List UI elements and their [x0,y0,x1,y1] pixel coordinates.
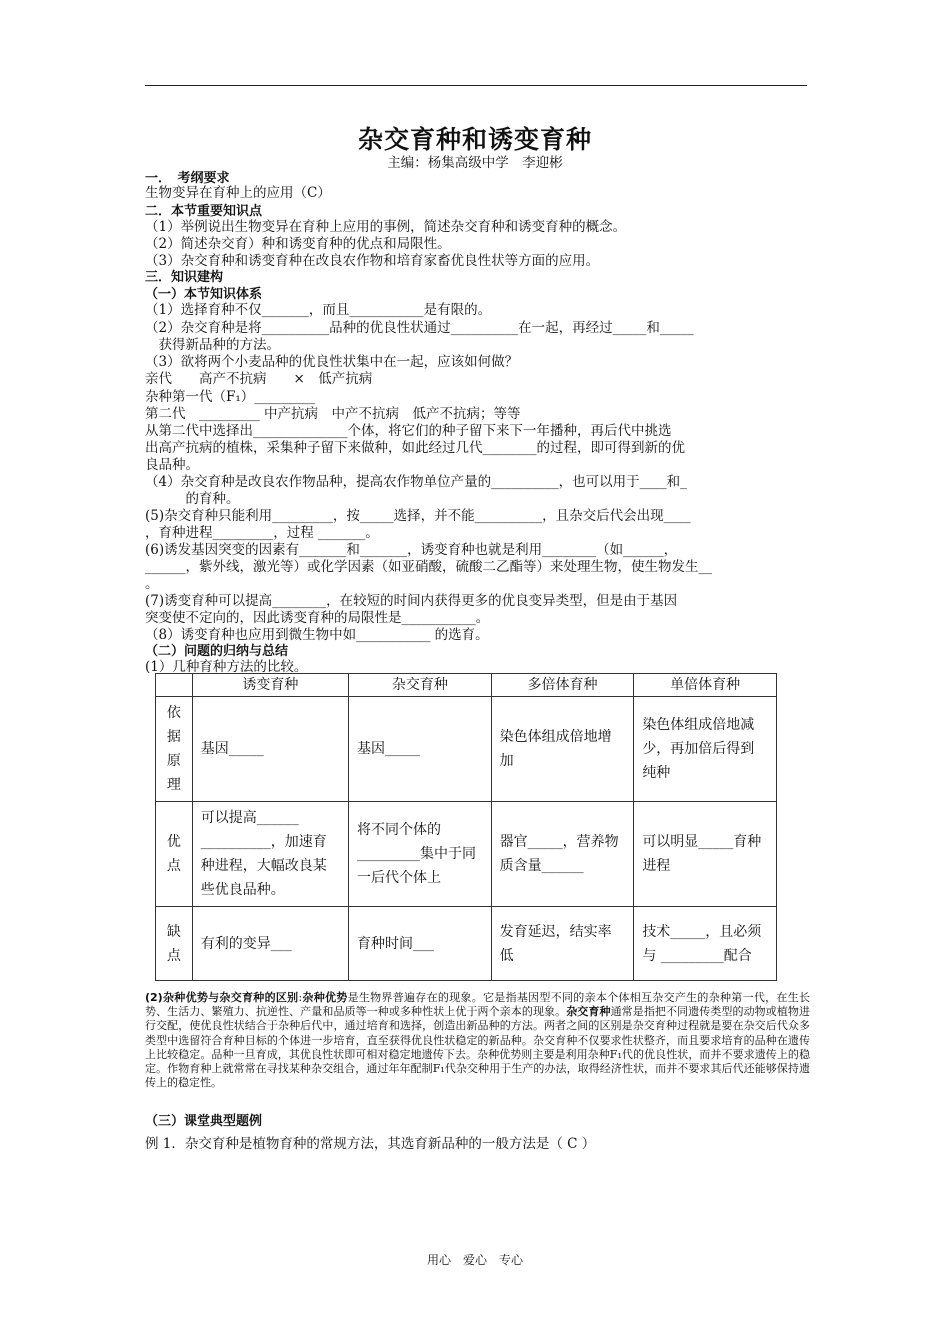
section3-subheading-2: （二）问题的归纳与总结 [145,644,289,659]
section3-heading: 三．知识建构 [145,270,224,285]
section2-point-2: （2）简述杂交育）种和诱变育种的优点和局限性。 [145,236,451,252]
table-cell: 器官_____，营养物质含量______ [491,802,634,907]
knowledge-item-3: （3）欲将两个小麦品种的优良性状集中在一起，应该如何做？ [145,354,519,370]
heterosis-paragraph: (2)杂种优势与杂交育种的区别:杂种优势是生物界普遍存在的现象。它是指基因型不同的亲本个体相互杂交产生的杂种第一代，在生长势、生活力、繁殖力、抗逆性、产量和品质等一种或多种性状上优于两个亲本的现象。杂交育种通常是指把不同遗传类型的动物或植物进行交配，使优良性状结合于杂种后代中，通过培育和选择，创造出新品种的方法。两者之间的区别是杂交育种过程就是要在杂交后代众多类型中选留符合育种目标的个体进一步培育，直至获得优良性状稳定的新品种。杂交育种不仅要求性状整齐，而且要求培育的品种在遗传上比较稳定。品种一旦育成，其优良性状即可相对稳定地遗传下去。杂种优势则主要是利用杂种F₁代的优良性状，而并不要求遗传上的稳定。作物育种上就常常在寻找某种杂交组合，通过年年配制F₁代杂交种用于生产的办法，取得经济性状，而并不要求其后代还能够保持遗传上的稳定性。 [145,991,811,1090]
row-label: 依 据 原 理 [156,697,193,802]
table-row [156,802,777,907]
section1-body: 生物变异在育种上的应用（C） [145,185,331,201]
table-cell: 将不同个体的_________集中于同一后代个体上 [349,802,492,907]
row-label: 缺 点 [156,907,193,981]
table-row [156,907,777,981]
table-header-cell [156,674,193,697]
comparison-intro: (1）几种育种方法的比较。 [145,659,308,675]
breeding-comparison-table [155,673,777,981]
knowledge-item-7: (7)诱变育种可以提高________，在较短的时间内获得更多的优良变异类型，但是由于基因 [145,593,678,609]
knowledge-item-7-cont: 突变使不定向的，因此诱变育种的局限性是___________。 [145,610,490,626]
cross-parents: 亲代 高产不抗病 × 低产抗病 [145,371,373,387]
section1-heading: 一． 考纲要求 [145,171,230,186]
table-header-cell: 单倍体育种 [634,674,777,697]
knowledge-item-6-cont: ______，紫外线，激光等）或化学因素（如亚硝酸，硫酸二乙酯等）来处理生物，使生物发生__ [145,559,712,575]
page-title: 杂交育种和诱变育种 [357,125,592,154]
table-cell: 技术_____，且必须与 _________配合 [634,907,777,981]
heterosis-text: 是生物界普遍存在的现象。它是指基因型不同的亲本个体相互杂交产生的杂种第一代，在生长势、生活力、繁殖力、抗逆性、产量和品质等一种或多种性状上优于两个亲本的现象。 [145,991,810,1019]
table-row [156,697,777,802]
page-subtitle: 主编：杨集高级中学 李迎彬 [387,155,563,171]
example-1: 例 1．杂交育种是植物育种的常规方法，其选育新品种的一般方法是（ C ） [145,1136,596,1152]
cross-selection-1: 从第二代中选择出______________个体，将它们的种子留下来下一年播种，再后代中挑选 [145,423,672,439]
knowledge-item-2-cont: 获得新品种的方法。 [145,337,280,353]
cross-f1: 杂种第一代（F₁）_________ [145,389,316,405]
section3-subheading-3: （三）课堂典型题例 [145,1114,263,1129]
heterosis-lead: (2)杂种优势与杂交育种的区别 [145,991,299,1004]
table-cell: 染色体组成倍地增加 [491,697,634,802]
section2-heading: 二．本节重要知识点 [145,204,263,219]
term-crossbreeding: 杂交育种 [566,1005,611,1019]
table-header-cell: 多倍体育种 [491,674,634,697]
knowledge-item-1: （1）选择育种不仅_______，而且___________是有限的。 [145,302,492,318]
cross-selection-2: 出高产抗病的植株，采集种子留下来做种，如此经过几代________的过程，即可得到新的优 [145,440,685,456]
term-heterosis: 杂种优势 [302,991,348,1004]
page-footer: 用心 爱心 专心 [426,1253,523,1267]
table-cell: 发育延迟，结实率低 [491,907,634,981]
crossbreeding-text: 通常是指把不同遗传类型的动物或植物进行交配，使优良性状结合于杂种后代中，通过培育和选择，创造出新品种的方法。两者之间的区别是杂交育种过程就是要在杂交后代众多类型中选留符合育种目标的个体进一步培育，直至获得优良性状稳定的新品种。杂交育种不仅要求性状整齐，而且要求培育的品种在遗传上比较稳定。品种一旦育成，其优良性状即可相对稳定地遗传下去。杂种优势则主要是利用杂种F₁代的优良性状，而并不要求遗传上的稳定。作物育种上就常常在寻找某种杂交组合，通过年年配制F₁代杂交种用于生产的办法，取得经济性状，而并不要求其后代还能够保持遗传上的稳定性。 [145,1005,811,1090]
table-cell: 有利的变异___ [192,907,348,981]
knowledge-item-4: （4）杂交育种是改良农作物品种，提高农作物单位产量的__________，也可以用于____和_ [145,474,687,490]
section3-subheading-1: （一）本节知识体系 [145,287,263,302]
table-cell: 基因_____ [349,697,492,802]
cross-selection-3: 良品种。 [145,457,199,473]
table-cell: 育种时间___ [349,907,492,981]
section2-point-3: （3）杂交育种和诱变育种在改良农作物和培育家畜优良性状等方面的应用。 [145,253,600,269]
table-header-row [156,674,777,697]
knowledge-item-8: （8）诱变育种也应用到微生物中如___________ 的选育。 [145,627,489,643]
cross-f2: 第二代 _________ 中产抗病 中产不抗病 低产不抗病；等等 [145,406,521,422]
knowledge-item-5-cont: ，育种进程_________，过程 _______。 [145,525,379,541]
table-cell: 可以提高______ __________，加速育种进程，大幅改良某些优良品种。 [192,802,348,907]
table-cell: 染色体组成倍地减少，再加倍后得到纯种 [634,697,777,802]
header-rule [145,85,807,86]
section2-point-1: （1）举例说出生物变异在育种上应用的事例，简述杂交育种和诱变育种的概念。 [145,219,627,235]
knowledge-item-6-end: 。 [145,576,159,592]
row-label: 优 点 [156,802,193,907]
knowledge-item-4-cont: 的育种。 [145,491,240,507]
table-header-cell: 杂交育种 [349,674,492,697]
table-cell: 基因_____ [192,697,348,802]
knowledge-item-5: (5)杂交育种只能利用_________，按_____选择，并不能__________，且杂交后代会出现____ [145,508,691,524]
knowledge-item-6: (6)诱发基因突变的因素有_______和_______，诱变育种也就是利用________（如______， [145,542,678,558]
table-header-cell: 诱变育种 [192,674,348,697]
knowledge-item-2: （2）杂交育种是将__________品种的优良性状通过__________在一起，再经过_____和_____ [145,320,694,336]
table-cell: 可以明显_____育种进程 [634,802,777,907]
